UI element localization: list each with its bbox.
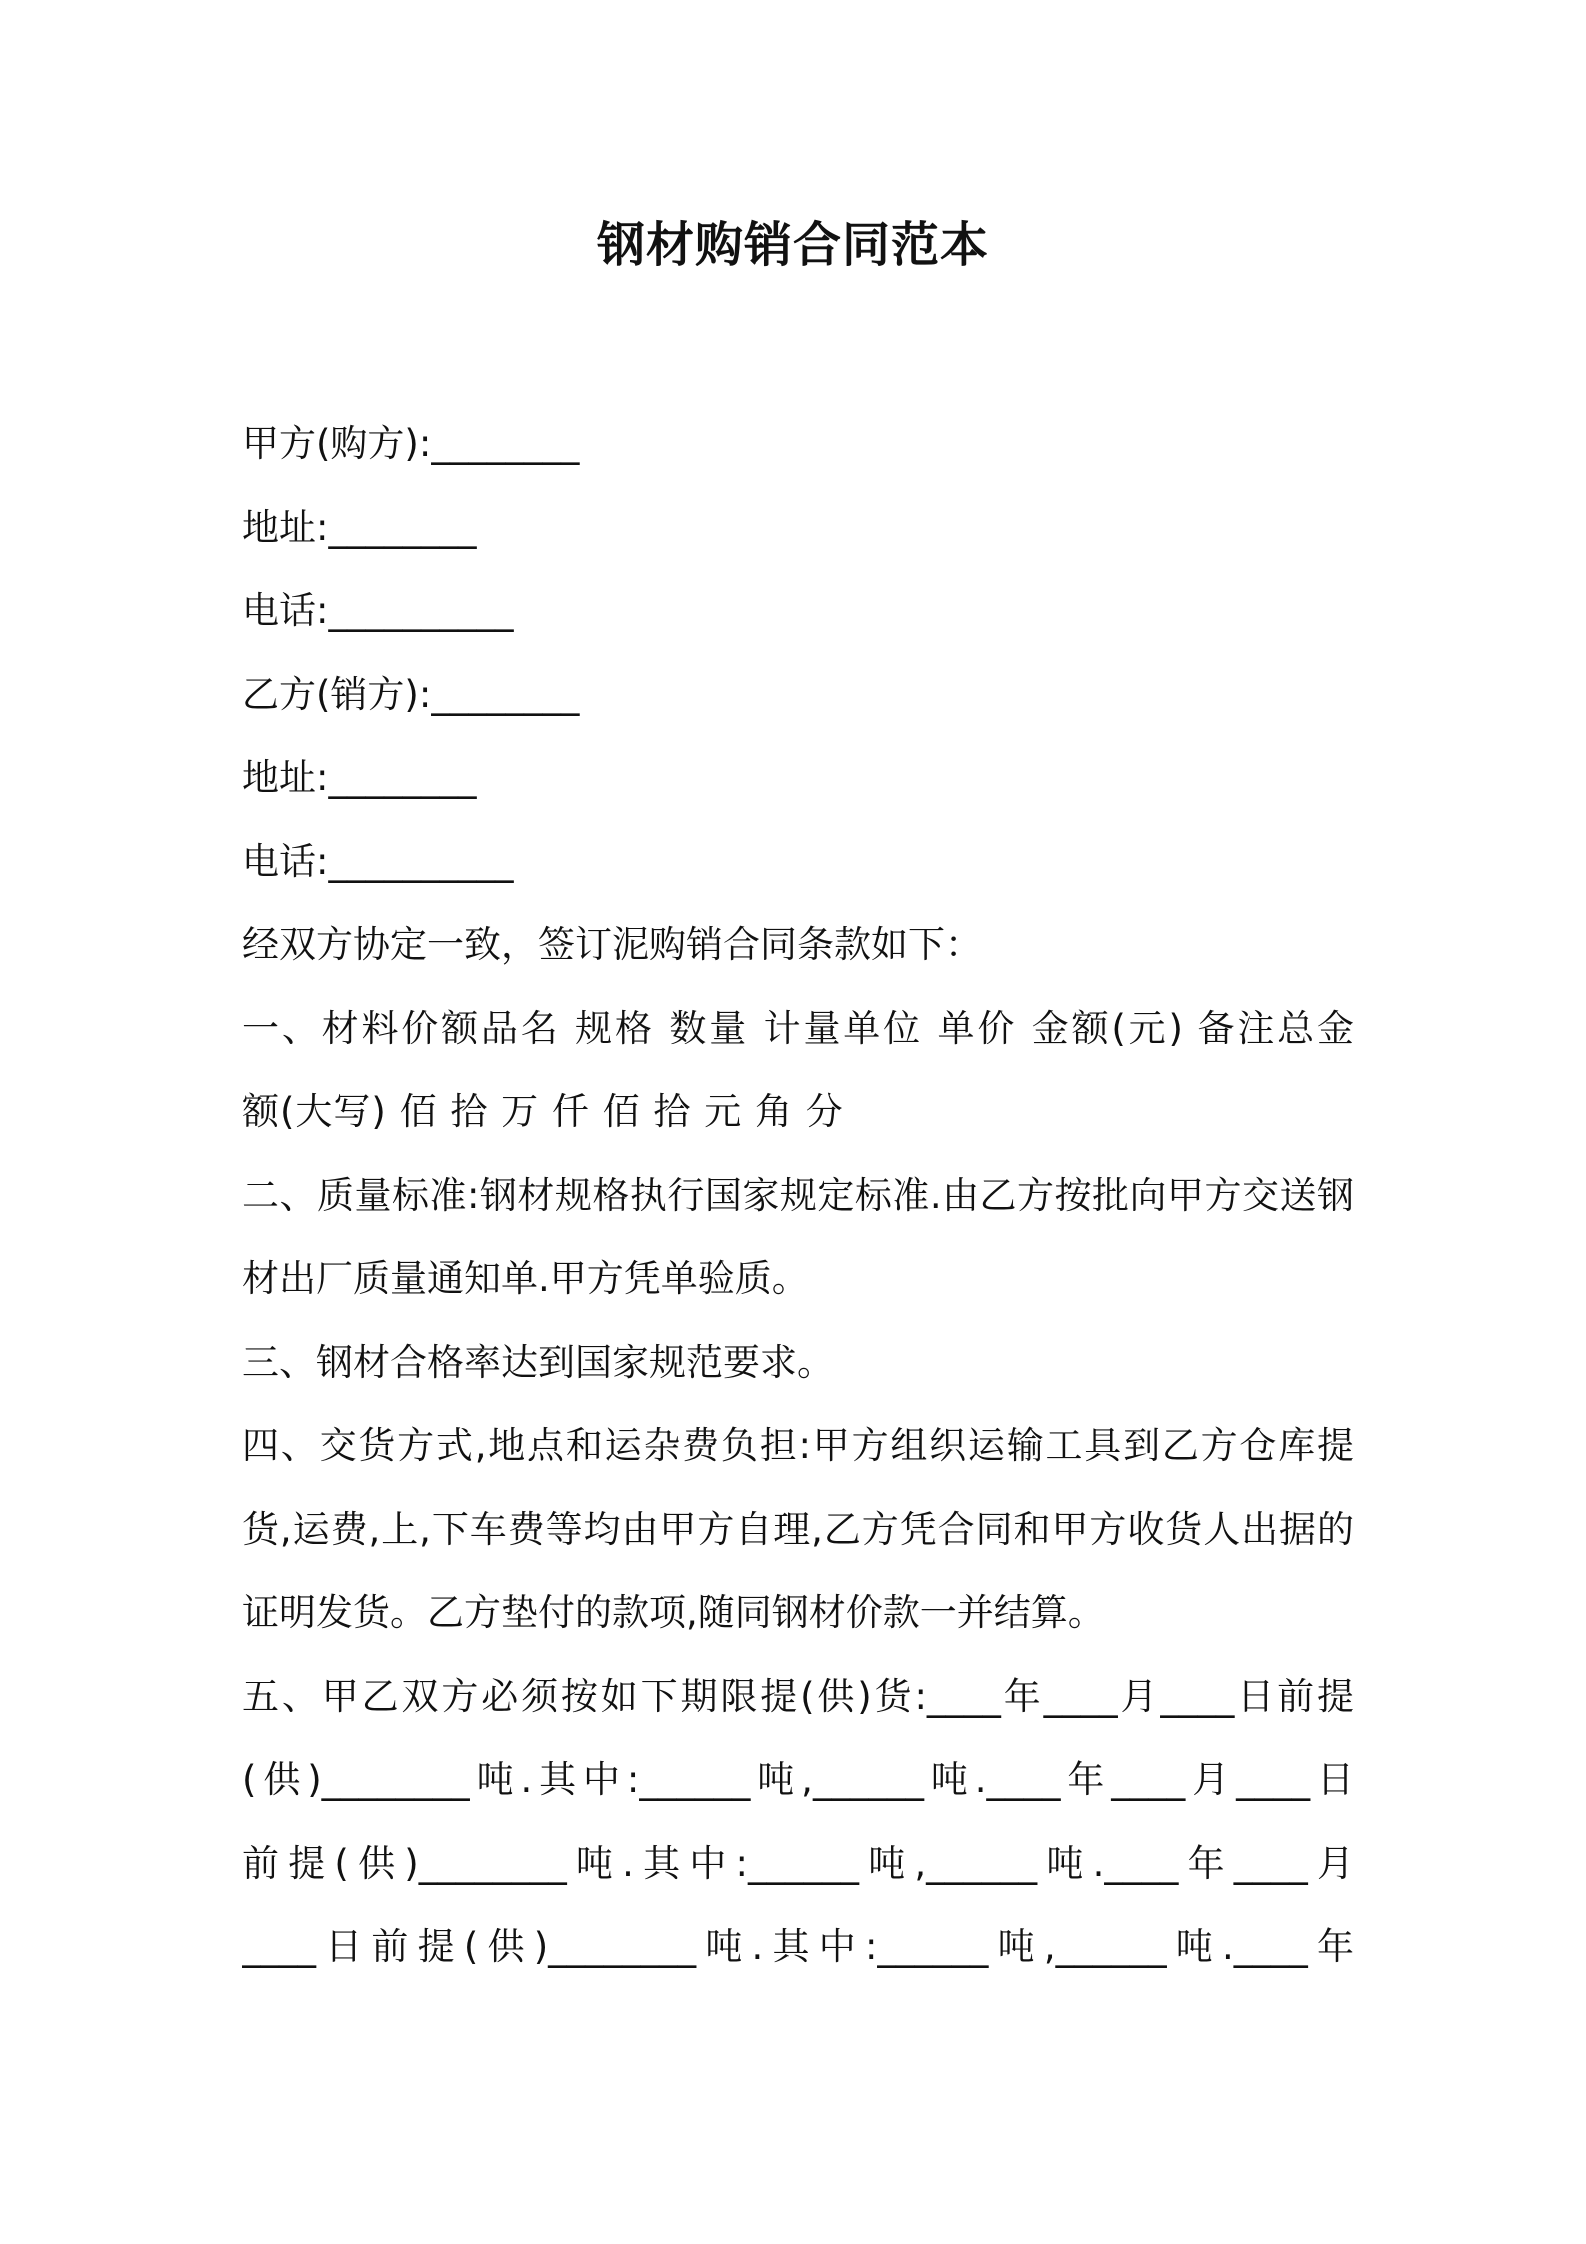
clause-2-line-1: 二、质量标准:钢材规格执行国家规定标准.由乙方按批向甲方交送钢 xyxy=(242,1173,1354,1217)
party-a-name-line: 甲方(购方):________ xyxy=(242,422,580,465)
clause-1-line-1: 一、材料价额品名 规格 数量 计量单位 单价 金额(元) 备注总金 xyxy=(242,1006,1354,1050)
clause-4-line-3: 证明发货。乙方垫付的款项,随同钢材价款一并结算。 xyxy=(242,1591,1105,1634)
clause-5-line-1: 五、甲乙双方必须按如下期限提(供)货:____年____月____日前提 xyxy=(242,1674,1354,1718)
clause-2-line-2: 材出厂质量通知单.甲方凭单验质。 xyxy=(242,1257,809,1300)
agreement-intro-line: 经双方协定一致，签订泥购销合同条款如下： xyxy=(242,923,982,966)
party-a-address-line: 地址:________ xyxy=(242,505,477,549)
party-b-address-line: 地址:________ xyxy=(242,756,477,799)
document-body xyxy=(242,402,1354,1989)
clause-4-line-2: 货,运费,上,下车费等均由甲方自理,乙方凭合同和甲方收货人出据的 xyxy=(242,1507,1354,1551)
clause-5-line-2: (供)________吨.其中:______吨,______吨.____年____月____日 xyxy=(242,1758,1354,1801)
party-a-phone-line: 电话:__________ xyxy=(242,589,514,632)
party-b-name-line: 乙方(销方):________ xyxy=(242,672,580,716)
party-b-phone-line: 电话:__________ xyxy=(242,839,514,883)
clause-5-line-3: 前提(供)________吨.其中:______吨,______吨.____年____月 xyxy=(242,1841,1354,1885)
clause-3-line-1: 三、钢材合格率达到国家规范要求。 xyxy=(242,1340,834,1384)
document-title: 钢材购销合同范本 xyxy=(596,217,989,273)
clause-1-line-2: 额(大写) 佰 拾 万 仟 佰 拾 元 角 分 xyxy=(242,1090,844,1133)
clause-4-line-1: 四、交货方式,地点和运杂费负担:甲方组织运输工具到乙方仓库提 xyxy=(242,1424,1354,1467)
clause-5-line-4: ____日前提(供)________吨.其中:______吨,______吨.____年 xyxy=(242,1925,1354,1968)
